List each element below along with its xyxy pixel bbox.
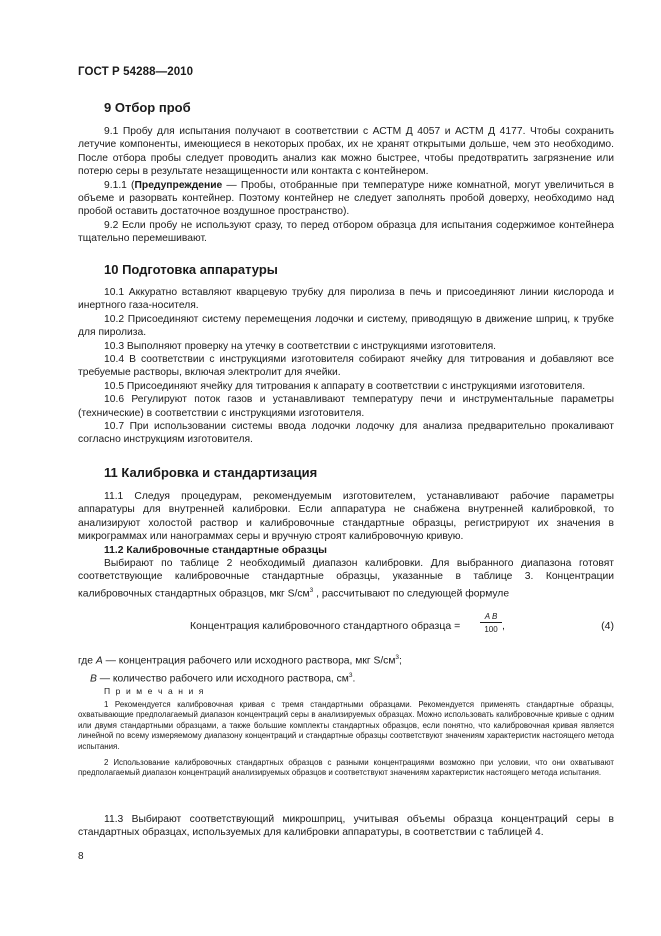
formula-fraction [480, 612, 502, 634]
section-9-title: 9 Отбор проб [104, 100, 191, 115]
paragraph-11-3: 11.3 Выбирают соответствующий микрошприц, учитывая объемы образца концентраций серы в стандартных образцах, используемых для калибровки аппаратуры, в соответствии с таблицей 4. [78, 814, 614, 839]
legend-a-text: — концентрация рабочего или исходного раствора, мкг S/см [102, 655, 396, 667]
paragraph-11-2-end: , рассчитывают по следующей формуле [313, 588, 510, 600]
legend-a-sup: 3 [395, 654, 400, 661]
paragraph-10-5: 10.5 Присоединяют ячейку для титрования к аппарату в соответствии с инструкциями изготовителя. [104, 380, 586, 392]
section-10-body [78, 286, 614, 447]
paragraph-9-1-1-num: 9.1.1 ( [104, 179, 135, 191]
formula-legend [78, 651, 614, 686]
paragraph-10-4: 10.4 В соответствии с инструкциями изготовителя собирают ячейку для титрования и добавляют все требуемые растворы, включая электролит для ячейки. [78, 354, 614, 379]
paragraph-9-1: 9.1 Пробу для испытания получают в соответствии с АСТМ Д 4057 и АСТМ Д 4177. Чтобы сохранить летучие компоненты, имеющиеся в некоторых пробах, их не хранят открытыми дольше, чем это необходимо. После отбора пробы следует проводить анализ как можно быстрее, чтобы предотвратить загрязнение или потерю серы в результате незащищенности или контакта с контейнером. [78, 126, 614, 178]
formula-comma: , [502, 620, 505, 632]
section-11-title: 11 Калибровка и стандартизация [104, 465, 318, 480]
legend-b [78, 669, 614, 686]
paragraph-9-1-1 [78, 179, 614, 219]
formula-label: Концентрация калибровочного стандартного образца = [190, 620, 461, 632]
formula-denominator: 100 [484, 625, 498, 634]
paragraph-10-7: 10.7 При использовании системы ввода лодочки лодочку для анализа предварительно прокаливают согласно инструкциям изготовителя. [78, 421, 614, 446]
page-number: 8 [78, 851, 84, 862]
formula-numerator: A B [480, 612, 502, 623]
formula-number: (4) [601, 620, 614, 632]
paragraph-10-3: 10.3 Выполняют проверку на утечку в соответствии с инструкциями изготовителя. [104, 340, 497, 352]
legend-a-end: ; [399, 655, 402, 667]
legend-b-text: — количество рабочего или исходного раствора, см [96, 673, 349, 685]
section-9-title-block [78, 100, 614, 115]
legend-b-var: B [90, 673, 97, 685]
formula-4 [78, 612, 614, 642]
section-9-body [78, 125, 614, 246]
paragraph-11-3-block [78, 813, 614, 840]
paragraph-11-2 [78, 557, 614, 601]
legend-b-end: . [352, 673, 356, 685]
paragraph-10-2: 10.2 Присоединяют систему перемещения лодочки и систему, приводящую в движение шприц, к трубке для пиролиза. [78, 313, 614, 339]
paragraph-9-2: 9.2 Если пробу не используют сразу, то перед отбором образца для испытания содержимое контейнера тщательно перемешивают. [78, 219, 614, 245]
note-1: 1 Рекомендуется калибровочная кривая с тремя стандартными образцами. Рекомендуется применять стандартные образцы, охватывающие предполагаемый диапазон концентраций серы в анализируемых образцах. Можно использовать калибровочные кривые с одним или двумя стандартными образцами, а также большие комплекты стандартных образцов, если понятно, что калибровочная кривая является линейной по всему измеряемому диапазону концентраций и стандартные образцы соответствуют значениям характеристик настоящего метода испытания. [78, 699, 614, 751]
notes-title: П р и м е ч а н и я [104, 686, 206, 696]
notes-block [78, 686, 614, 779]
document-header: ГОСТ Р 54288—2010 [78, 66, 194, 78]
paragraph-11-2-text: Выбирают по таблице 2 необходимый диапазон калибровки. Для выбранного диапазона готовят соответствующие калибровочные стандартные образцы, указанные в таблице 3. Концентрации калибровочных стандартных образцов, мкг S/см [78, 558, 614, 600]
paragraph-10-1: 10.1 Аккуратно вставляют кварцевую трубку для пиролиза в печь и присоединяют линии кислорода и инертного газа-носителя. [78, 287, 614, 312]
subsection-11-2-title: 11.2 Калибровочные стандартные образцы [104, 544, 327, 556]
paragraph-11-2-sup: 3 [309, 586, 314, 594]
section-10-title-block [78, 262, 614, 277]
legend-a-var: A [95, 655, 103, 667]
legend-a [78, 651, 614, 668]
legend-where: где [78, 655, 96, 667]
section-11-body [78, 490, 614, 601]
paragraph-10-6: 10.6 Регулируют поток газов и устанавливают температуру печи и инструментальные параметры (технические) в соответствии с инструкциями изготовителя. [78, 394, 614, 419]
paragraph-9-1-1-text: — Пробы, отобранные при температуре ниже комнатной, могут увеличиться в объеме и разорвать контейнер. Поэтому контейнер не следует заполнять пробой доверху, необходимо над пробой оставить достаточное воздушное пространство). [78, 179, 614, 218]
legend-b-sup: 3 [348, 671, 353, 679]
paragraph-11-1: 11.1 Следуя процедурам, рекомендуемым изготовителем, устанавливают рабочие параметры аппаратуры для внутренней калибровки. Если аппаратура не снабжена внутренней калибровкой, то анализируют холостой раствор и калибровочные стандартные образцы, регистрируют их значения в микрограммах или нанограммах серы и вручную строят калибровочную кривую. [78, 491, 614, 543]
section-11-title-block [78, 465, 614, 480]
note-2: 2 Использование калибровочных стандартных образцов с разными концентрациями возможно при условии, что они охватывают предполагаемый диапазон концентраций анализируемых образцов и соответствуют значениям характеристик настоящего метода испытания. [78, 757, 614, 778]
section-10-title: 10 Подготовка аппаратуры [104, 262, 278, 277]
warning-label: Предупреждение [134, 179, 223, 191]
